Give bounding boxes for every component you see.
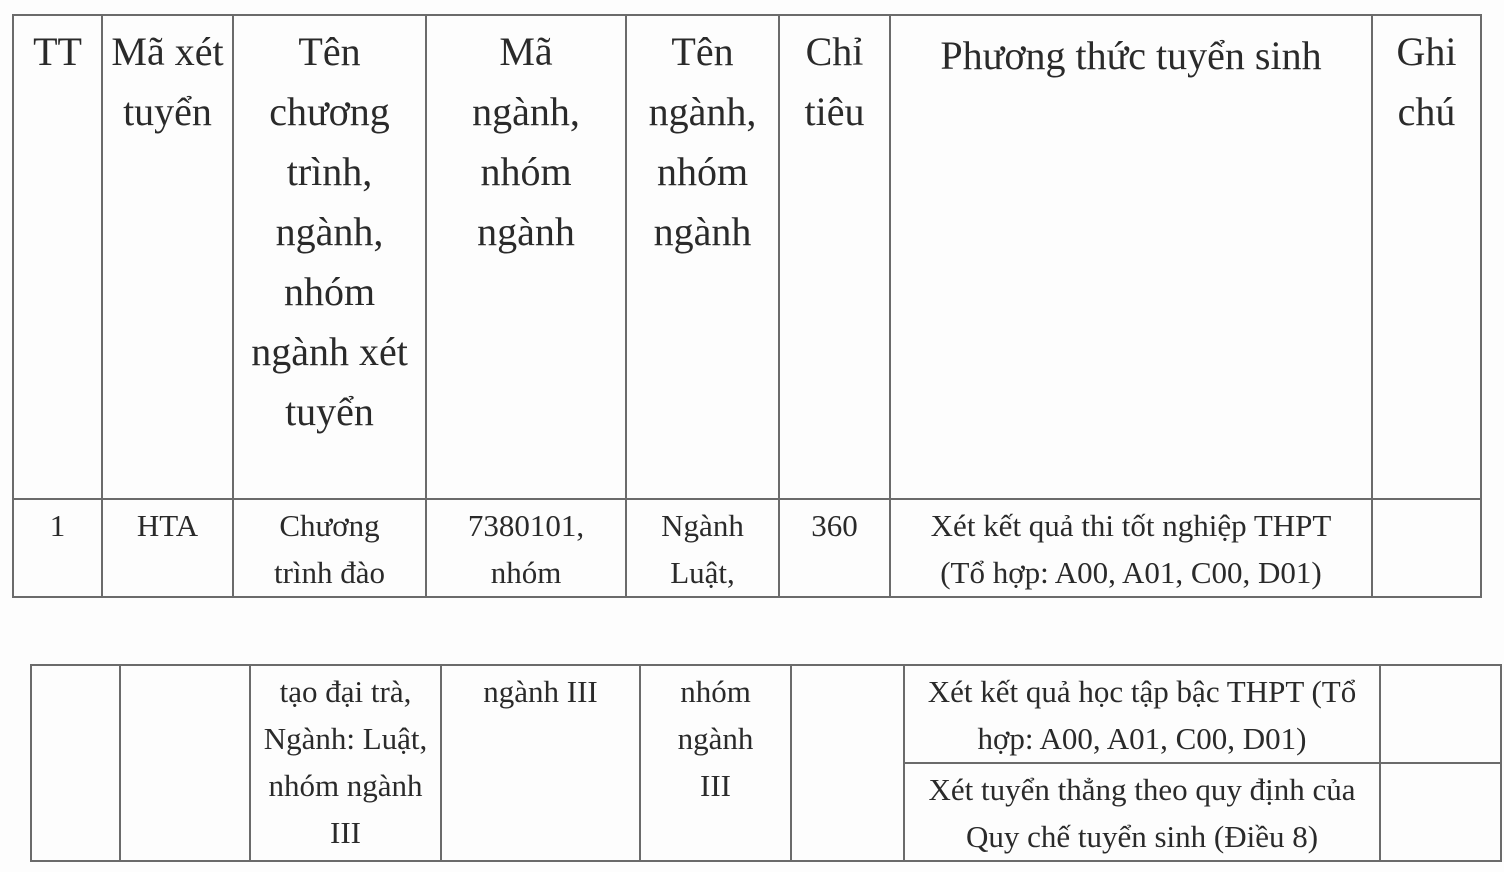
cell-tt-empty (31, 665, 120, 861)
cell-ten-nganh: Ngành Luật, (626, 499, 779, 597)
cell-phuong-thuc-2: Xét tuyển thẳng theo quy định của Quy chế tuyển sinh (Điều 8) (904, 763, 1380, 861)
cell-ma-xet-tuyen: HTA (102, 499, 233, 597)
cell-phuong-thuc-1: Xét kết quả học tập bậc THPT (Tổ hợp: A00, A01, C00, D01) (904, 665, 1380, 763)
header-ma-nganh: Mã ngành, nhóm ngành (426, 15, 626, 499)
header-row (13, 15, 1481, 499)
cell-phuong-thuc: Xét kết quả thi tốt nghiệp THPT (Tổ hợp: A00, A01, C00, D01) (890, 499, 1372, 597)
header-ma-xet-tuyen: Mã xét tuyển (102, 15, 233, 499)
cell-ten-nganh-cont: nhóm ngành III (640, 665, 791, 861)
header-ten-nganh: Tên ngành, nhóm ngành (626, 15, 779, 499)
cell-ghi-chu-2 (1380, 763, 1501, 861)
table-row-continued (31, 665, 1501, 763)
header-phuong-thuc: Phương thức tuyển sinh (890, 15, 1372, 499)
header-chi-tieu: Chỉ tiêu (779, 15, 890, 499)
header-ghi-chu: Ghi chú (1372, 15, 1481, 499)
admission-table-header (12, 14, 1482, 598)
cell-ten-chuong-trinh: Chương trình đào (233, 499, 426, 597)
cell-chi-tieu: 360 (779, 499, 890, 597)
cell-ghi-chu (1372, 499, 1481, 597)
cell-ma-nganh-cont: ngành III (441, 665, 640, 861)
header-ten-chuong-trinh: Tên chương trình, ngành, nhóm ngành xét tuyển (233, 15, 426, 499)
cell-ghi-chu-1 (1380, 665, 1501, 763)
cell-chi-tieu-empty (791, 665, 904, 861)
page-break-gap (0, 600, 1504, 656)
cell-tt: 1 (13, 499, 102, 597)
admission-table-continuation (30, 664, 1502, 862)
header-tt: TT (13, 15, 102, 499)
cell-ma-xet-tuyen-empty (120, 665, 250, 861)
table-row (13, 499, 1481, 597)
cell-ma-nganh: 7380101, nhóm (426, 499, 626, 597)
cell-ten-chuong-trinh-cont: tạo đại trà, Ngành: Luật, nhóm ngành III (250, 665, 441, 861)
